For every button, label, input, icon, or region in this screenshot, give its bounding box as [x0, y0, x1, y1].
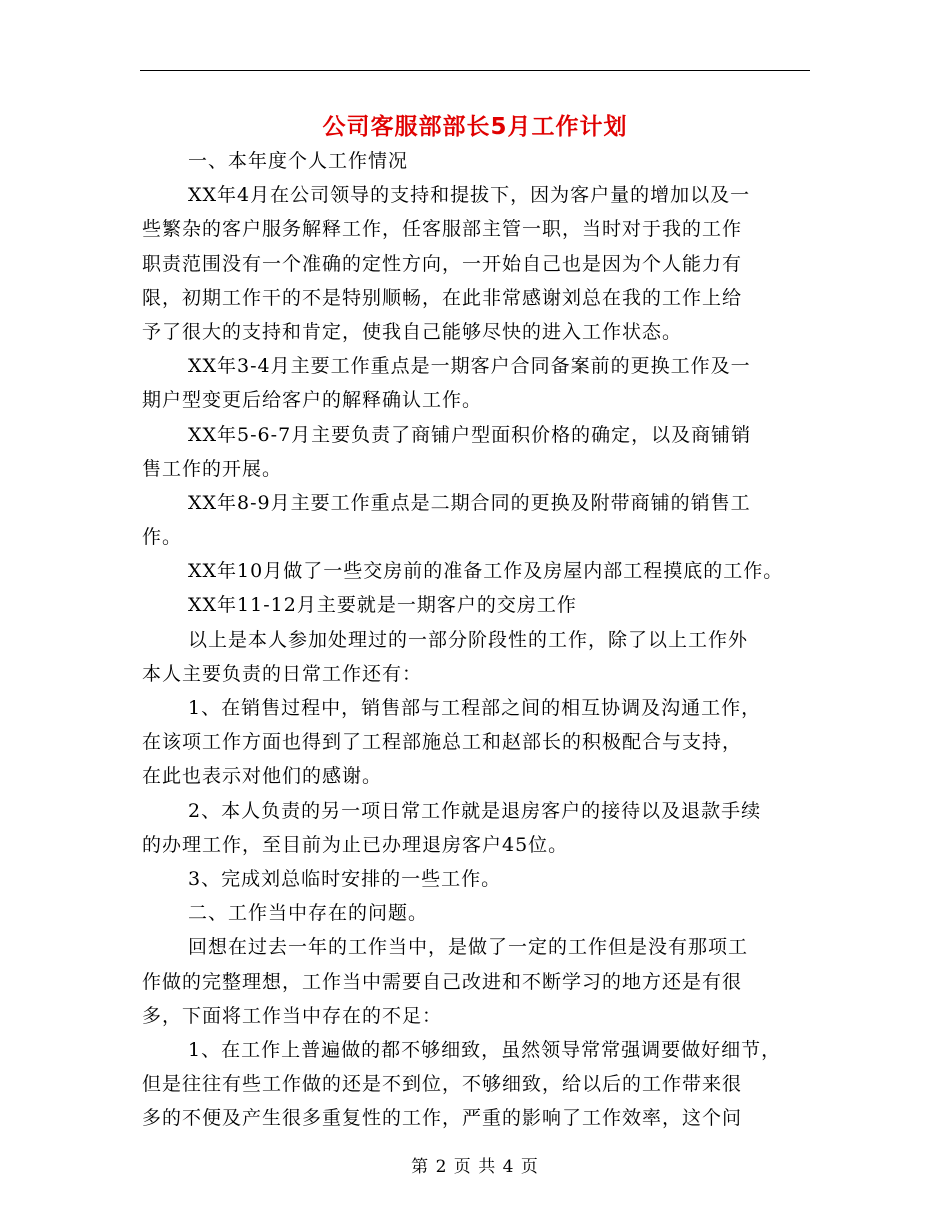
text-line: 的办理工作，至目前为止已办理退房客户45位。	[142, 833, 569, 856]
text-line: XX年8-9月主要工作重点是二期合同的更换及附带商铺的销售工	[188, 491, 751, 514]
document-body	[142, 144, 830, 1135]
text-line: XX年11-12月主要就是一期客户的交房工作	[188, 594, 577, 617]
text-line: 1、在销售过程中，销售部与工程部之间的相互协调及沟通工作，	[188, 697, 762, 719]
text-line: 作做的完整理想，工作当中需要自己改进和不断学习的地方还是有很	[142, 970, 743, 993]
text-line: XX年4月在公司领导的支持和提拔下，因为客户量的增加以及一	[188, 184, 751, 207]
header-rule	[140, 70, 810, 71]
text-line: 回想在过去一年的工作当中，是做了一定的工作但是没有那项工	[188, 936, 749, 959]
text-line: 些繁杂的客户服务解释工作，任客服部主管一职，当时对于我的工作	[142, 218, 743, 241]
text-line: 2、本人负责的另一项日常工作就是退房客户的接待以及退款手续	[188, 799, 762, 822]
text-line: 3、完成刘总临时安排的一些工作。	[188, 867, 502, 890]
text-line: XX年3-4月主要工作重点是一期客户合同备案前的更换工作及一	[188, 355, 751, 378]
text-line: 职责范围没有一个准确的定性方向，一开始自己也是因为个人能力有	[142, 252, 743, 275]
document-title: 公司客服部部长5月工作计划	[322, 114, 628, 140]
text-line: XX年5-6-7月主要负责了商铺户型面积价格的确定，以及商铺销	[188, 423, 752, 446]
text-line: 期户型变更后给客户的解释确认工作。	[142, 389, 483, 412]
text-line: 二、工作当中存在的问题。	[188, 902, 429, 925]
text-line: 予了很大的支持和肯定，使我自己能够尽快的进入工作状态。	[142, 320, 683, 343]
text-line: 但是往往有些工作做的还是不到位，不够细致，给以后的工作带来很	[142, 1073, 743, 1096]
text-line: 多，下面将工作当中存在的不足：	[142, 1004, 443, 1027]
text-line: 1、在工作上普遍做的都不够细致，虽然领导常常强调要做好细节，	[188, 1038, 782, 1061]
text-line: 以上是本人参加处理过的一部分阶段性的工作，除了以上工作外	[188, 628, 749, 651]
text-line: 在该项工作方面也得到了工程部施总工和赵部长的积极配合与支持，	[142, 731, 743, 754]
text-line: XX年10月做了一些交房前的准备工作及房屋内部工程摸底的工作。	[188, 560, 784, 583]
text-line: 作。	[142, 526, 183, 549]
text-line: 本人主要负责的日常工作还有：	[142, 662, 423, 685]
text-line: 限，初期工作干的不是特别顺畅，在此非常感谢刘总在我的工作上给	[142, 286, 743, 309]
text-line: 多的不便及产生很多重复性的工作，严重的影响了工作效率，这个问	[142, 1107, 743, 1130]
text-line: 售工作的开展。	[142, 457, 283, 480]
page-footer: 第 2 页 共 4 页	[411, 1157, 539, 1177]
text-line: 在此也表示对他们的感谢。	[142, 765, 383, 788]
text-line: 一、本年度个人工作情况	[188, 150, 409, 172]
